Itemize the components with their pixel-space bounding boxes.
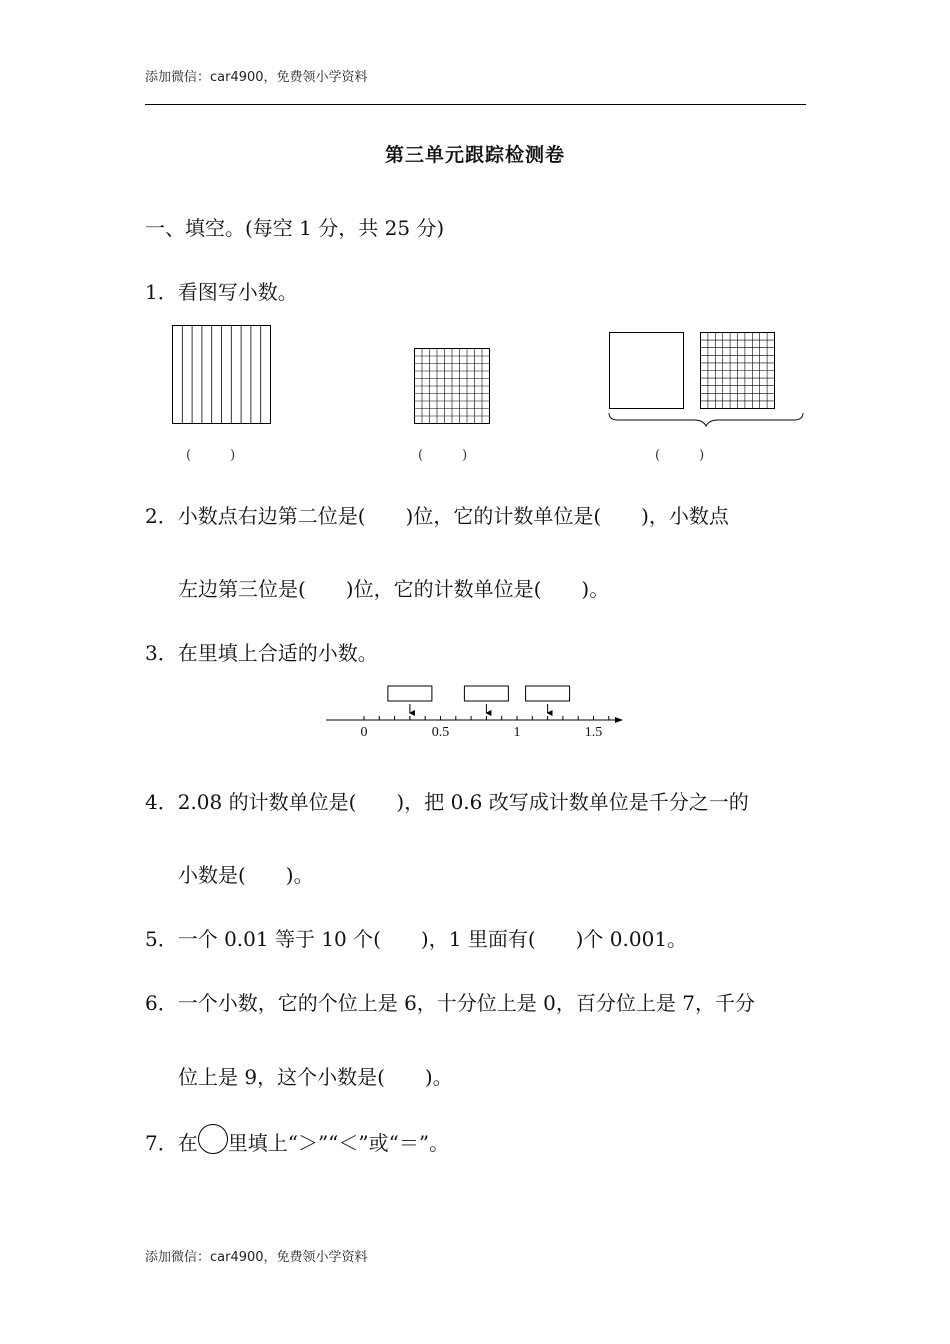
figure-one-and-hundredths (606, 330, 810, 426)
number-line-label: 1 (513, 725, 521, 740)
answer-blank-3[interactable]: ( ) (655, 448, 705, 463)
header-rule (145, 104, 806, 105)
answer-box (464, 686, 508, 701)
question-1: 1．看图写小数。 (145, 280, 298, 304)
number-line-label: 0.5 (431, 725, 450, 740)
question-4-line-1: 4．2.08 的计数单位是( )，把 0.6 改写成计数单位是千分之一的 (145, 790, 749, 814)
section-heading: 一、填空。(每空 1 分，共 25 分) (145, 216, 445, 240)
answer-blank-2[interactable]: ( ) (418, 448, 468, 463)
circle-icon (198, 1124, 228, 1154)
number-line-label: 1.5 (584, 725, 603, 740)
page-title: 第三单元跟踪检测卷 (384, 144, 565, 166)
figure-hundredths-grid (414, 348, 490, 424)
question-6-line-2: 位上是 9，这个小数是( )。 (178, 1065, 453, 1089)
answer-box (388, 686, 432, 701)
question-3: 3．在里填上合适的小数。 (145, 641, 378, 665)
question-7-suffix: 里填上“＞”“＜”或“＝”。 (227, 1131, 450, 1155)
question-2-line-2: 左边第三位是( )位，它的计数单位是( )。 (178, 577, 610, 601)
header-note: 添加微信：car4900，免费领小学资料 (145, 70, 368, 85)
question-7 (145, 1124, 449, 1156)
answer-box (526, 686, 570, 701)
question-4-line-2: 小数是( )。 (178, 863, 314, 887)
question-7-prefix: 7．在 (145, 1131, 198, 1155)
number-line-label: 0 (360, 725, 368, 740)
question-5: 5．一个 0.01 等于 10 个( )，1 里面有( )个 0.001。 (145, 927, 688, 951)
answer-blank-1[interactable]: ( ) (186, 448, 236, 463)
question-2-line-1: 2．小数点右边第二位是( )位，它的计数单位是( )，小数点 (145, 504, 729, 528)
question-6-line-1: 6．一个小数，它的个位上是 6，十分位上是 0，百分位上是 7，千分 (145, 991, 755, 1015)
figure-tenths-square (172, 325, 272, 425)
footer-note: 添加微信：car4900，免费领小学资料 (145, 1250, 368, 1265)
number-line (320, 680, 630, 740)
